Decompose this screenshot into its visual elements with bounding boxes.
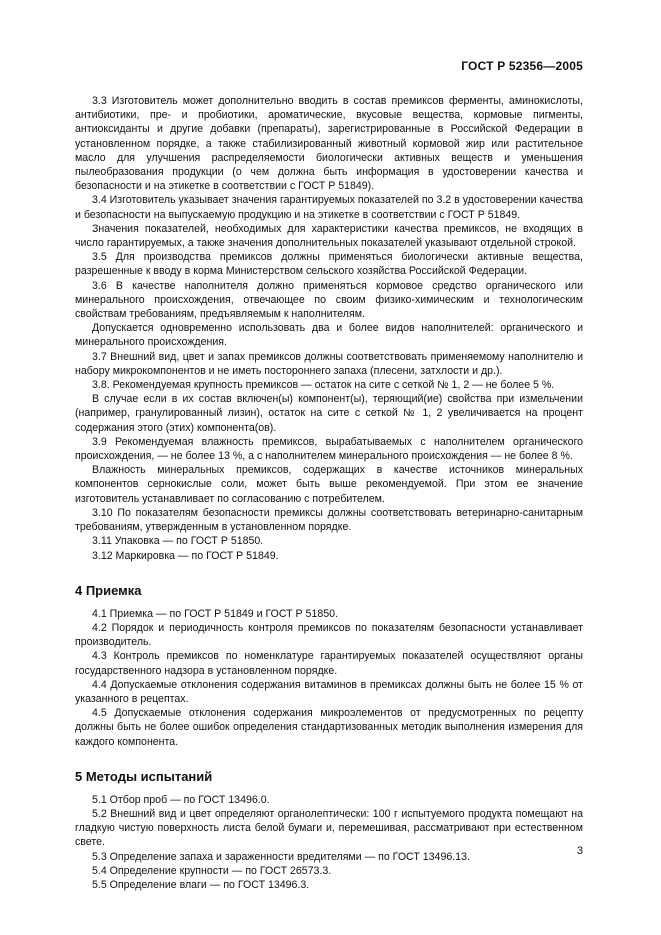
paragraph: 3.10 По показателям безопасности премиксы должны соответствовать ветеринарно-санитарным требованиям, утвержденным в установленном порядке. (75, 506, 583, 534)
paragraph: 4.5 Допускаемые отклонения содержания микроэлементов от предусмотренных по рецепту должны быть не более ошибок определения стандартизованных методик выполнения измерения для каждого компонента. (75, 707, 583, 748)
paragraph: 5.4 Определение крупности — по ГОСТ 26573.3. (92, 864, 332, 877)
paragraph: 5.2 Внешний вид и цвет определяют органолептически: 100 г испытуемого продукта помещают на гладкую чистую поверхность листа белой бумаги и, перемешивая, рассматривают при естественном свете. (75, 807, 583, 849)
section-heading: 5 Методы испытаний (75, 768, 213, 784)
paragraph: 3.5 Для производства премиксов должны применяться биологически активные вещества, разрешенные к вводу в корма Министерством сельского хозяйства Российской Федерации. (75, 251, 583, 278)
document-code: ГОСТ Р 52356—2005 (461, 59, 583, 73)
paragraph: 3.4 Изготовитель указывает значения гарантируемых показателей по 3.2 в удостоверении качества и безопасности на выпускаемую продукцию и на этикетке в соответствии с ГОСТ Р 51849. (75, 194, 583, 221)
paragraph: 4.1 Приемка — по ГОСТ Р 51849 и ГОСТ Р 51850. (92, 607, 338, 620)
paragraph: 4.4 Допускаемые отклонения содержания витаминов в премиксах должны быть не более 15 % от указанного в рецептах. (75, 678, 583, 705)
page-number: 3 (576, 845, 583, 857)
section-heading: 4 Приемка (75, 582, 142, 598)
paragraph: 3.7 Внешний вид, цвет и запах премиксов должны соответствовать применяемому наполнителю и набору микрокомпонентов и не иметь постороннего запаха (плесени, затхлости и др.). (75, 350, 583, 377)
paragraph: 5.1 Отбор проб — по ГОСТ 13496.0. (92, 793, 270, 806)
paragraph: 4.3 Контроль премиксов по номенклатуре гарантируемых показателей осуществляют органы государственного надзора в установленном порядке. (75, 650, 583, 677)
paragraph: 3.12 Маркировка — по ГОСТ Р 51849. (92, 549, 279, 562)
paragraph: 5.5 Определение влаги — по ГОСТ 13496.3. (92, 878, 310, 891)
paragraph: 3.9 Рекомендуемая влажность премиксов, вырабатываемых с наполнителем органического происхождения, — не более 13 %, а с наполнителем минерального происхождения — не более 8 %. (75, 435, 583, 463)
paragraph: 4.2 Порядок и периодичность контроля премиксов по показателям безопасности устанавливает производитель. (75, 621, 583, 649)
paragraph: 3.6 В качестве наполнителя должно применяться кормовое средство органического или минерального происхождения, отвечающее по своим физико-химическим и технологическим свойствам требованиям, предъявляемым к наполнителям. (75, 279, 583, 321)
paragraph: Влажность минеральных премиксов, содержащих в качестве источников минеральных компонентов сернокислые соли, может быть выше рекомендуемой. При этом ее значение изготовитель устанавливает по согласованию с потребителем. (75, 464, 583, 505)
paragraph: 3.8. Рекомендуемая крупность премиксов — остаток на сите с сеткой № 1, 2 — не более 5 %. (92, 379, 555, 392)
paragraph: Значения показателей, необходимых для характеристики качества премиксов, не входящих в число гарантируемых, а также значения дополнительных показателей указывают отдельной строкой. (75, 222, 583, 250)
paragraph: В случае если в их состав включен(ы) компонент(ы), теряющий(ие) свойства при измельчении (например, гранулированный лизин), остаток на сите с сеткой № 1, 2 увеличивается на процент содержания этого (этих) компонента(ов). (75, 393, 583, 434)
paragraph: 3.11 Упаковка — по ГОСТ Р 51850. (92, 535, 264, 548)
document-body (75, 94, 583, 892)
paragraph: Допускается одновременно использовать два и более видов наполнителей: органического и минерального происхождения. (75, 322, 583, 349)
paragraph: 5.3 Определение запаха и зараженности вредителями — по ГОСТ 13496.13. (92, 850, 470, 863)
paragraph: 3.3 Изготовитель может дополнительно вводить в состав премиксов ферменты, аминокислоты, антибиотики, пре- и пробиотики, ароматические, вкусовые вещества, кормовые пигменты, антиоксиданты и другие добавки (препараты), зарегистрированные в Российской Федерации в установленном порядке, а также стабилизированный животный кормовой жир или растительное масло для улучшения распределяемости биологически активных веществ и уменьшения пылеобразования продукции (о чем должна быть информация в удостоверении качества и безопасности и на этикетке в соответствии с ГОСТ Р 51849). (75, 95, 583, 193)
